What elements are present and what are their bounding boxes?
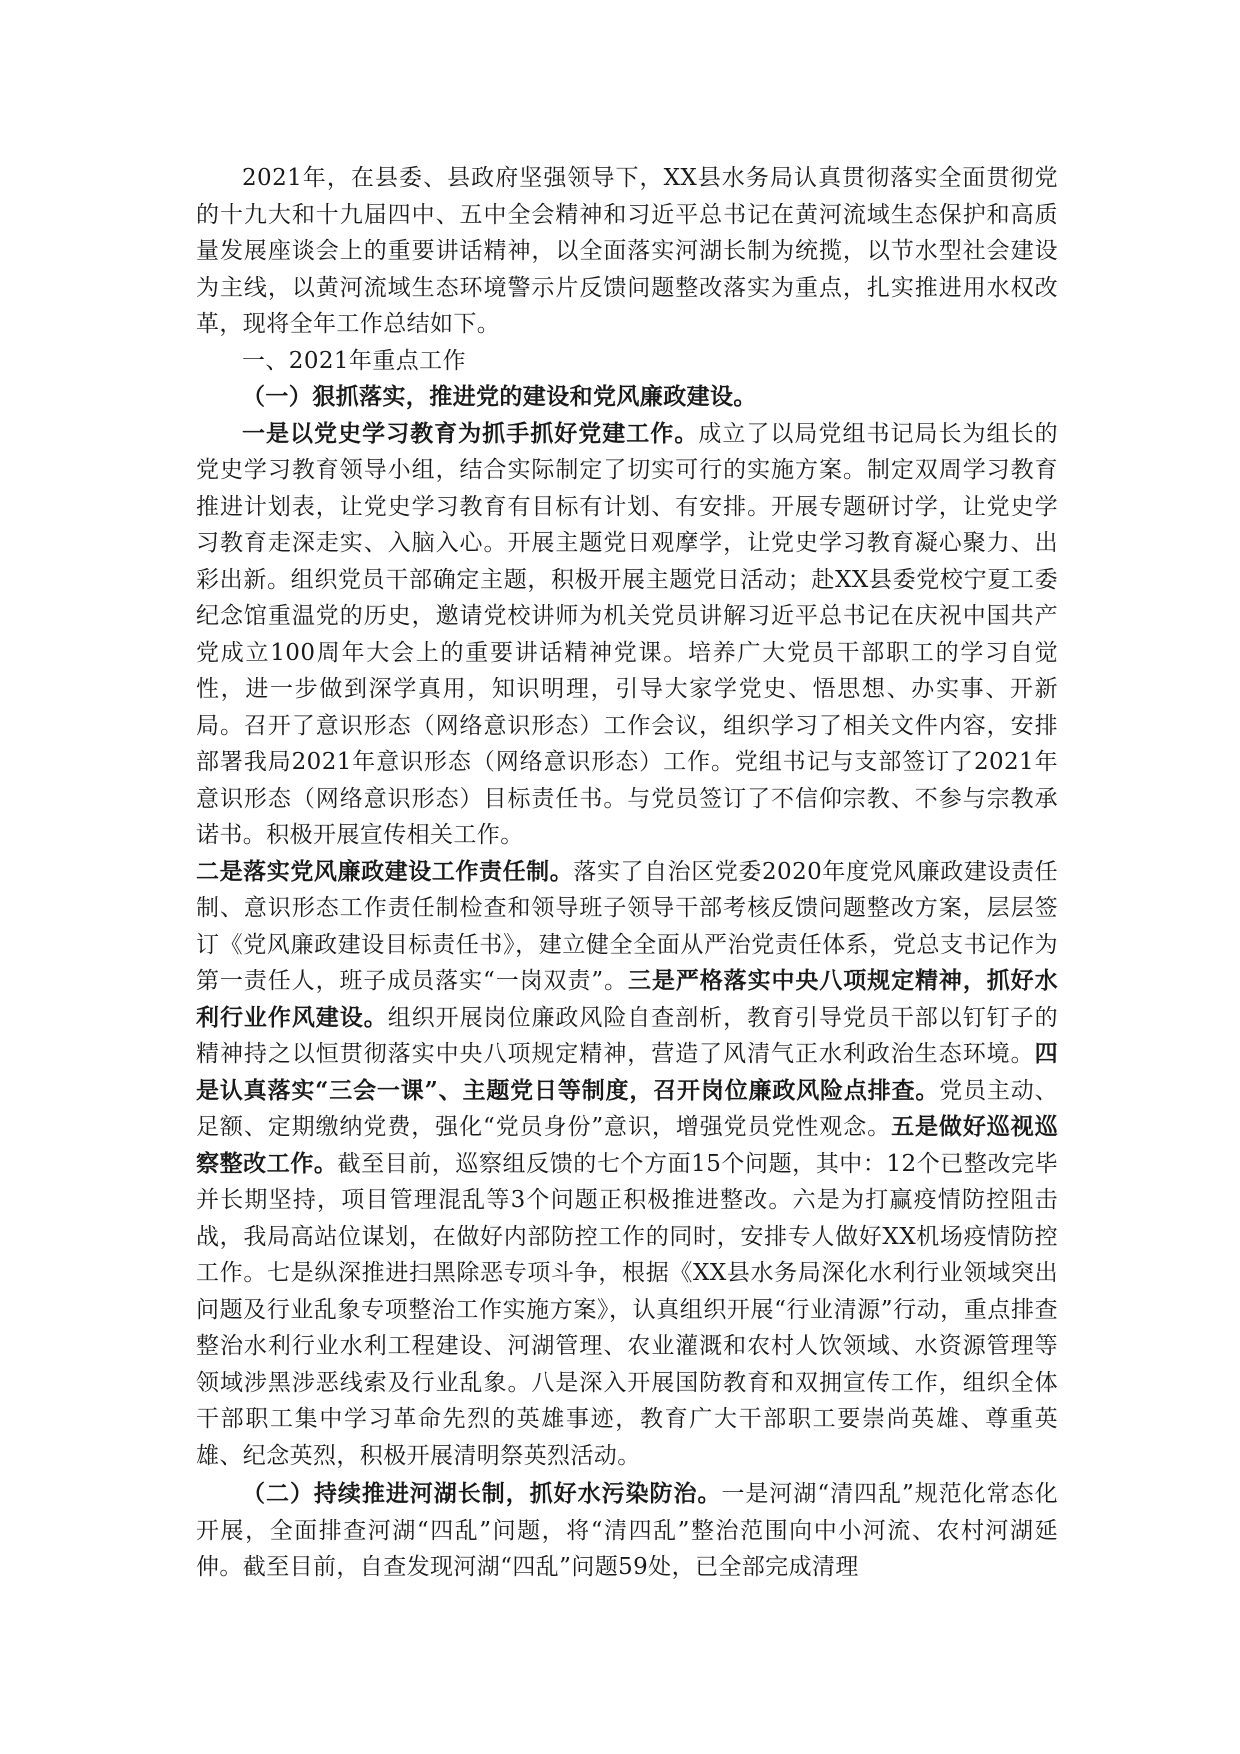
point-text: 成立了以局党组书记局长为组长的党史学习教育领导小组，结合实际制定了切实可行的实施方案。制定双周学习教育推进计划表，让党史学习教育有目标有计划、有安排。开展专题研讨学，让党史学习教育走深走实、入脑入心。开展主题党日观摩学，让党史学习教育凝心聚力、出彩出新。组织党员干部确定主题，积极开展主题党日活动；赴XX县委党校宁夏工委纪念馆重温党的历史，邀请党校讲师为机关党员讲解习近平总书记在庆祝中国共产党成立100周年大会上的重要讲话精神党课。培养广大党员干部职工的学习自觉性，进一步做到深学真用，知识明理，引导大家学党史、悟思想、办实事、开新局。召开了意识形态（网络意识形态）工作会议，组织学习了相关文件内容，安排部署我局2021年意识形态（网络意识形态）工作。党组书记与支部签订了2021年意识形态（网络意识形态）目标责任书。与党员签订了不信仰宗教、不参与宗教承诺书。积极开展宣传相关工作。 <box>196 420 1058 848</box>
intro-paragraph: 2021年，在县委、县政府坚强领导下，XX县水务局认真贯彻落实全面贯彻党的十九大和十九届四中、五中全会精神和习近平总书记在黄河流域生态保护和高质量发展座谈会上的重要讲话精神，以全面落实河湖长制为统揽，以节水型社会建设为主线，以黄河流域生态环境警示片反馈问题整改落实为重点，扎实推进用水权改革，现将全年工作总结如下。 <box>196 165 1058 337</box>
paragraph-river-chief <box>196 1476 1058 1586</box>
point-text: 党员主动、足额、定期缴纳党费，强化“党员身份”意识，增强党员党性观念。 <box>196 1077 1058 1140</box>
subsection-heading: （一）狠抓落实，推进党的建设和党风廉政建设。 <box>242 383 757 410</box>
point-label: 二是落实党风廉政建设工作责任制。 <box>196 857 574 885</box>
point-label: 三是严格落实中央八项规定精神，抓好水利行业作风建设。 <box>196 967 1059 1031</box>
point-label: 四是认真落实“三会一课”、主题党日等制度，召开岗位廉政风险点排查。 <box>196 1040 1058 1104</box>
subsection-heading: （二）持续推进河湖长制，抓好水污染防治。 <box>242 1480 722 1507</box>
section-heading: 一、2021年重点工作 <box>242 347 466 374</box>
point-label: 一是以党史学习教育为抓手抓好党建工作。 <box>242 419 699 447</box>
point-text: 落实了自治区党委2020年度党风廉政建设责任制、意识形态工作责任制检查和领导班子领导干部考核反馈问题整改方案，层层签订《党风廉政建设目标责任书》，建立健全全面从严治党责任体系，党总支书记作为第一责任人，班子成员落实“一岗双责”。 <box>196 858 1058 994</box>
document-body <box>196 160 1058 1586</box>
paragraph-party-history <box>196 416 1058 854</box>
paragraph-integrity <box>196 854 1058 1475</box>
point-text: 截至目前，巡察组反馈的七个方面15个问题，其中：12个已整改完毕并长期坚持，项目管理混乱等3个问题正积极推进整改。六是为打赢疫情防控阻击战，我局高站位谋划，在做好内部防控工作的同时，安排专人做好XX机场疫情防控工作。七是纵深推进扫黑除恶专项斗争，根据《XX县水务局深化水利行业领域突出问题及行业乱象专项整治工作实施方案》，认真组织开展“行业清源”行动，重点排查整治水利行业水利工程建设、河湖管理、农业灌溉和农村人饮领域、水资源管理等领域涉黑涉恶线索及行业乱象。八是深入开展国防教育和双拥宣传工作，组织全体干部职工集中学习革命先烈的英雄事迹，教育广大干部职工要崇尚英雄、尊重英雄、纪念英烈，积极开展清明祭英烈活动。 <box>196 1150 1058 1469</box>
point-label: 五是做好巡视巡察整改工作。 <box>196 1113 1058 1177</box>
point-text: 组织开展岗位廉政风险自查剖析，教育引导党员干部以钉钉子的精神持之以恒贯彻落实中央八项规定精神，营造了风清气正水利政治生态环境。 <box>196 1004 1059 1067</box>
point-text: 一是河湖“清四乱”规范化常态化开展，全面排查河湖“四乱”问题，将“清四乱”整治范围向中小河流、农村河湖延伸。截至目前，自查发现河湖“四乱”问题59处，已全部完成清理 <box>196 1481 1058 1580</box>
